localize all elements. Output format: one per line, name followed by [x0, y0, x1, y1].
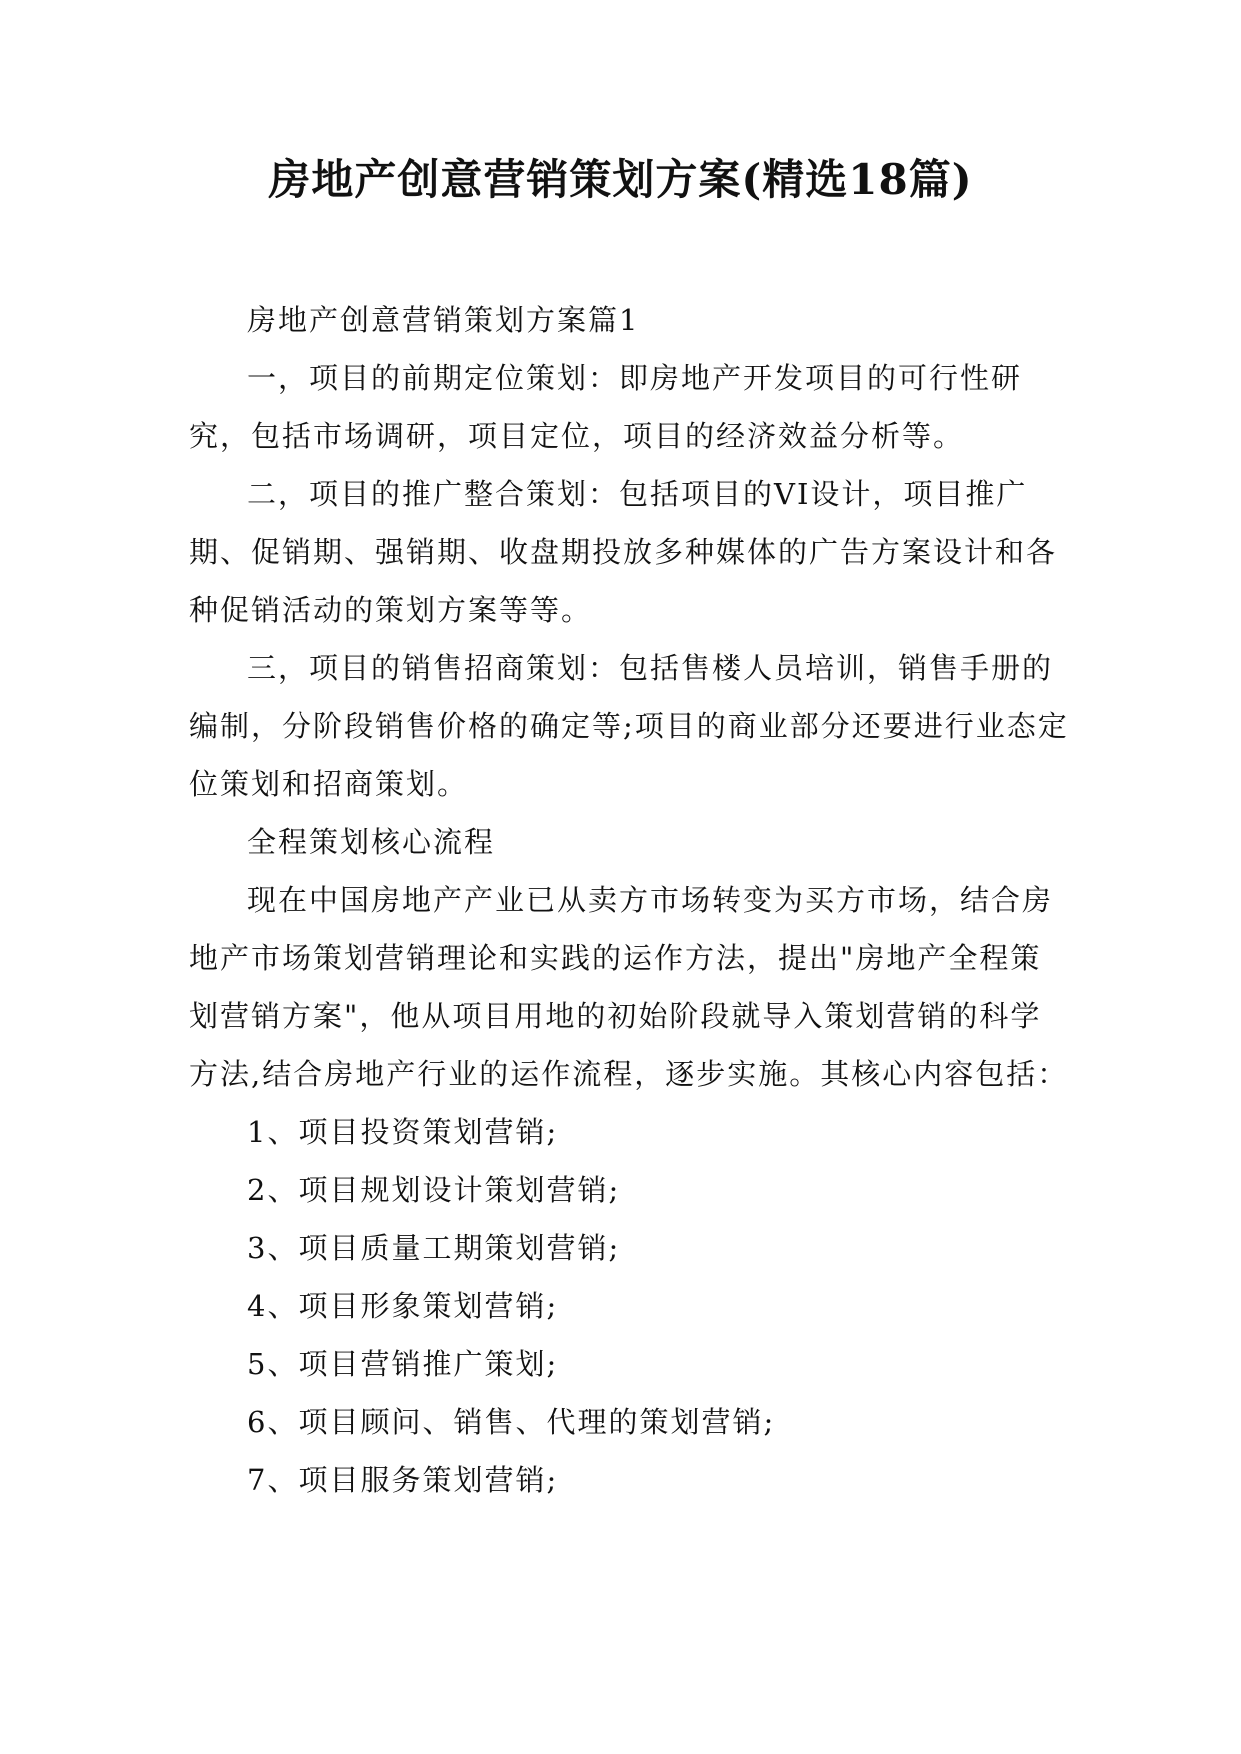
list-item: 5、项目营销推广策划; [247, 1347, 559, 1381]
subheading: 全程策划核心流程 [247, 825, 496, 859]
section-heading: 房地产创意营销策划方案篇1 [247, 303, 640, 337]
list-item: 7、项目服务策划营销; [247, 1463, 559, 1497]
paragraph: 二，项目的推广整合策划：包括项目的VI设计，项目推广期、促销期、强销期、收盘期投放多种媒体的广告方案设计和各种促销活动的策划方案等等。 [189, 477, 1058, 627]
list-item: 4、项目形象策划营销; [247, 1289, 559, 1323]
document-body [189, 291, 1069, 1509]
list-item: 6、项目顾问、销售、代理的策划营销; [247, 1405, 776, 1439]
paragraph: 现在中国房地产产业已从卖方市场转变为买方市场，结合房地产市场策划营销理论和实践的运作方法，提出"房地产全程策划营销方案"，他从项目用地的初始阶段就导入策划营销的科学方法,结合房地产行业的运作流程，逐步实施。其核心内容包括： [189, 883, 1069, 1091]
list-item: 3、项目质量工期策划营销; [247, 1231, 621, 1265]
list-item: 1、项目投资策划营销; [247, 1115, 559, 1149]
list-item: 2、项目规划设计策划营销; [247, 1173, 621, 1207]
document-title: 房地产创意营销策划方案(精选18篇) [268, 155, 973, 204]
paragraph: 一，项目的前期定位策划：即房地产开发项目的可行性研究，包括市场调研，项目定位，项目的经济效益分析等。 [189, 361, 1023, 453]
paragraph: 三，项目的销售招商策划：包括售楼人员培训，销售手册的编制，分阶段销售价格的确定等;项目的商业部分还要进行业态定位策划和招商策划。 [189, 651, 1069, 801]
